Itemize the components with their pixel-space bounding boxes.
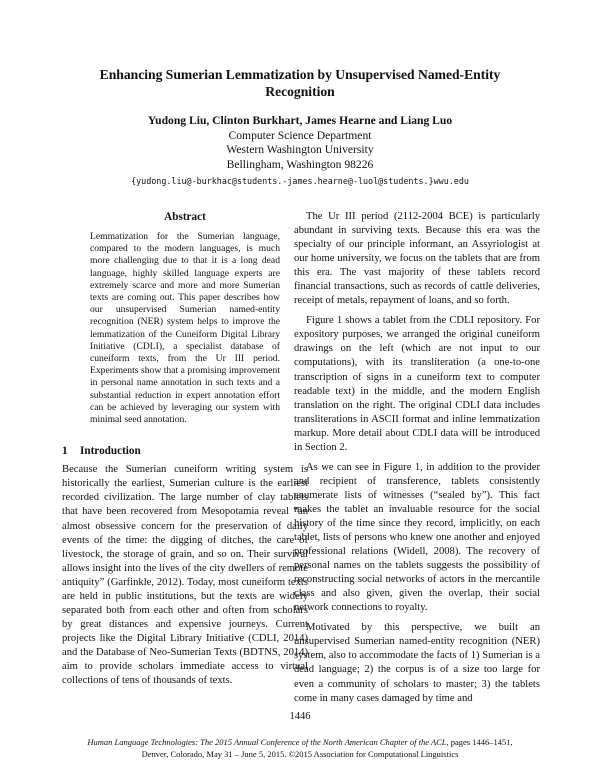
paper-title: Enhancing Sumerian Lemmatization by Unsupervised Named-Entity Recognition bbox=[99, 67, 501, 99]
left-column bbox=[62, 210, 308, 694]
email-addresses: {yudong.liu@-burkhac@students.-james.hearne@-luol@students.}wwu.edu bbox=[131, 176, 469, 187]
department: Computer Science Department bbox=[228, 128, 372, 142]
author-names: Yudong Liu, Clinton Burkhart, James Hearne and Liang Luo bbox=[147, 114, 453, 127]
body-paragraph-2: Figure 1 shows a tablet from the CDLI repository. For expository purposes, we arranged the original cuneiform drawings on the left (which are not input to our computations), with its transliteration (a one-to-one transcription of signs in a cuneiform text to computer readable text) in the middle, and the modern English translation on the right. The original CDLI data includes transliterations in ASCII format and inline lemmatization markup. More detail about CDLI data will be introduced in Section 2. bbox=[294, 315, 540, 453]
intro-paragraph: Because the Sumerian cuneiform writing system is historically the earliest, Sumerian culture is the earliest recorded civilization. The large number of clay tablets that have been recovered from Mesopotamia reveal “an almost obsessive concern for the preservation of daily events of the time: the digging of ditches, the care of livestock, the storage of grain, and so on. Their survival allows insight into the lives of the city dwellers of remote antiquity” (Garfinkle, 2012). Today, most cuneiform texts are held in public institutions, but the texts are widely separated both from each other and often from scholars by great distances and expensive journeys. Current projects like the Digital Library Initiative (CDLI, 2014) and the Database of Neo-Sumerian Texts (BDTNS, 2014) aim to provide scholars immediate access to virtual collections of tens of thousands of texts. bbox=[62, 464, 308, 687]
right-column bbox=[294, 210, 540, 712]
footer-line-1 bbox=[30, 737, 570, 749]
section-number: 1 bbox=[62, 445, 68, 458]
body-paragraph-4: Motivated by this perspective, we built an unsupervised Sumerian named-entity recognition (NER) system, also to accommodate the facts of 1) Sumerian is a dead language; 2) the corpus is of a size too large for even a community of scholars to master; 3) the tablets come in many cases damaged by time and bbox=[294, 622, 540, 704]
page-number: 1446 bbox=[289, 711, 311, 722]
author-block bbox=[0, 114, 600, 189]
abstract-text: Lemmatization for the Sumerian language, compared to the modern languages, is much more challenging due to that it is a long dead language, highly skilled language experts are extremely scarce and more and more Sumerian texts are coming out. This paper describes how our unsupervised Sumerian named-entity recognition (NER) system helps to improve the lemmatization of the Cuneiform Digital Library Initiative (CDLI), a specialist database of cuneiform texts, from the Ur III period. Experiments show that a promising improvement in personal name annotation in such texts and a substantial reduction in expert annotation effort can be achieved by leveraging our system with minimal seed annotation. bbox=[90, 231, 280, 426]
body-paragraph-1: The Ur III period (2112-2004 BCE) is particularly abundant in surviving texts. Because this era was the specialty of our principle informant, an Assyriologist at our home university, we focus on the tablets that are from this era. The vast majority of these tablets record financial transactions, such as records of cattle deliveries, receipt of metals, repayment of loans, and so forth. bbox=[294, 211, 540, 307]
footer-pages: , pages 1446–1451, bbox=[446, 737, 513, 747]
location: Bellingham, Washington 98226 bbox=[226, 157, 374, 171]
section-heading bbox=[62, 444, 308, 458]
section-title: Introduction bbox=[80, 445, 141, 458]
university: Western Washington University bbox=[226, 143, 374, 157]
footer-line-2: Denver, Colorado, May 31 – June 5, 2015. ©2015 Association for Computational Linguistics bbox=[141, 748, 459, 759]
footer-venue: Human Language Technologies: The 2015 Annual Conference of the North American Chapter of the ACL bbox=[87, 737, 447, 747]
abstract-heading: Abstract bbox=[164, 211, 206, 223]
footer bbox=[30, 737, 570, 760]
body-paragraph-3: As we can see in Figure 1, in addition to the provider and recipient of transference, tablets consistently enumerate lists of witnesses (“sealed by”). This fact makes the tablet an invaluable resource for the social history of the time since they record, implicitly, on each tablet, lists of persons who knew one another and enjoyed professional relations (Widell, 2008). The recovery of personal names on the tablets suggests the possibility of reconstructing social networks of actors in the mercantile class and also given, given the overlap, their social network connections to royalty. bbox=[294, 461, 540, 614]
